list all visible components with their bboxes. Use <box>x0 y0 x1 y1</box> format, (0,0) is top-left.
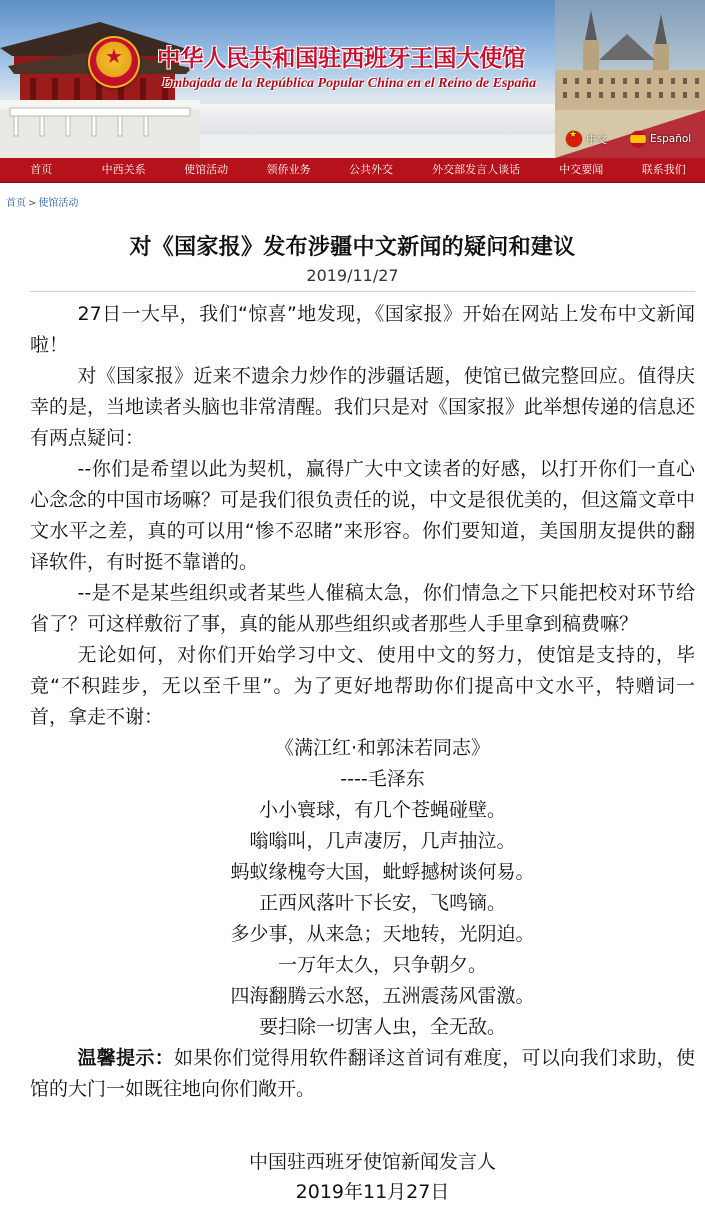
language-spanish-label: Español <box>650 133 692 145</box>
article-paragraph: --你们是希望以此为契机，赢得广大中文读者的好感，以打开你们一直心心念念的中国市场嘛？可是我们很负责任的说，中文是很优美的，但这篇文章中文水平之差，真的可以用“惨不忍睹”来形容。你们要知道，美国朋友提供的翻译软件，有时挺不靠谱的。 <box>30 458 696 573</box>
poem <box>30 733 695 1043</box>
main-nav <box>0 158 705 183</box>
nav-item-sino-spanish-relations[interactable]: 中西关系 <box>101 163 146 176</box>
article-paragraph: 对《国家报》近来不遗余力炒作的涉疆话题，使馆已做完整回应。值得庆幸的是，当地读者头脑也非常清醒。我们只是对《国家报》此举想传递的信息还有两点疑问： <box>30 365 696 449</box>
article-paragraph: 无论如何，对你们开始学习中文、使用中文的努力，使馆是支持的，毕竟“不积跬步，无以至千里”。为了更好地帮助你们提高中文水平，特赠词一首，拿走不谢： <box>30 644 695 728</box>
breadcrumb-current-link[interactable]: 使馆活动 <box>38 198 79 209</box>
language-chinese-label: 中文 <box>586 133 607 146</box>
embassy-title-zh: 中华人民共和国驻西班牙王国大使馆 <box>157 44 525 72</box>
breadcrumb <box>6 194 705 208</box>
poem-author: ----毛泽东 <box>340 768 425 790</box>
national-emblem-icon: ★ <box>88 36 140 88</box>
nav-item-home[interactable]: 首页 <box>30 163 53 176</box>
poem-title: 《满江红·和郭沫若同志》 <box>274 737 491 759</box>
spain-flag-icon <box>630 131 646 147</box>
breadcrumb-separator: > <box>28 198 37 209</box>
language-spanish-link[interactable] <box>630 131 691 147</box>
nav-item-spokesperson-remarks[interactable]: 外交部发言人谈话 <box>432 163 521 176</box>
signature-name: 中国驻西班牙使馆新闻发言人 <box>248 1151 496 1173</box>
article-date: 2019/11/27 <box>306 266 399 285</box>
article-paragraph: --是不是某些组织或者某些人催稿太急，你们情急之下只能把校对环节给省了？可这样敷衍了事，真的能从那些组织或者那些人手里拿到稿费嘛？ <box>30 582 695 635</box>
nav-item-public-diplomacy[interactable]: 公共外交 <box>349 163 394 176</box>
poem-line: 蚂蚁缘槐夸大国，蚍蜉撼树谈何易。 <box>230 861 535 883</box>
china-flag-icon <box>566 131 582 147</box>
poem-line: 一万年太久，只争朝夕。 <box>277 954 487 976</box>
poem-line: 小小寰球，有几个苍蝇碰壁。 <box>258 799 506 821</box>
nav-item-diplomatic-news[interactable]: 中交要闻 <box>559 163 604 176</box>
article-title: 对《国家报》发布涉疆中文新闻的疑问和建议 <box>129 235 576 260</box>
warm-tip-label: 温馨提示： <box>77 1047 175 1069</box>
article-body <box>0 299 705 1105</box>
embassy-title-es: Embajada de la República Popular China en el Reino de España <box>162 76 537 91</box>
poem-line: 多少事，从来急；天地转，光阴迫。 <box>230 923 535 945</box>
language-chinese-link[interactable] <box>566 131 607 147</box>
title-divider <box>30 291 695 292</box>
article-paragraph: 27日一大早，我们“惊喜”地发现，《国家报》开始在网站上发布中文新闻啦！ <box>30 303 695 356</box>
signature-block <box>0 1147 705 1207</box>
poem-line: 要扫除一切害人虫，全无敌。 <box>258 1016 506 1038</box>
warm-tip-text: 如果你们觉得用软件翻译这首词有难度，可以向我们求助，使馆的大门一如既往地向你们敞开。 <box>30 1047 695 1100</box>
poem-line: 嗡嗡叫，几声凄厉，几声抽泣。 <box>249 830 516 852</box>
embassy-banner <box>0 0 705 158</box>
warm-tip-paragraph <box>30 1043 695 1105</box>
signature-date: 2019年11月27日 <box>295 1181 450 1203</box>
nav-item-contact-us[interactable]: 联系我们 <box>641 163 686 176</box>
nav-item-embassy-activities[interactable]: 使馆活动 <box>184 163 229 176</box>
nav-item-consular-affairs[interactable]: 领侨业务 <box>266 163 311 176</box>
breadcrumb-home-link[interactable]: 首页 <box>6 198 26 209</box>
article <box>0 233 705 1207</box>
poem-line: 四海翻腾云水怒，五洲震荡风雷激。 <box>230 985 535 1007</box>
poem-line: 正西风落叶下长安，飞鸣镝。 <box>258 892 506 914</box>
